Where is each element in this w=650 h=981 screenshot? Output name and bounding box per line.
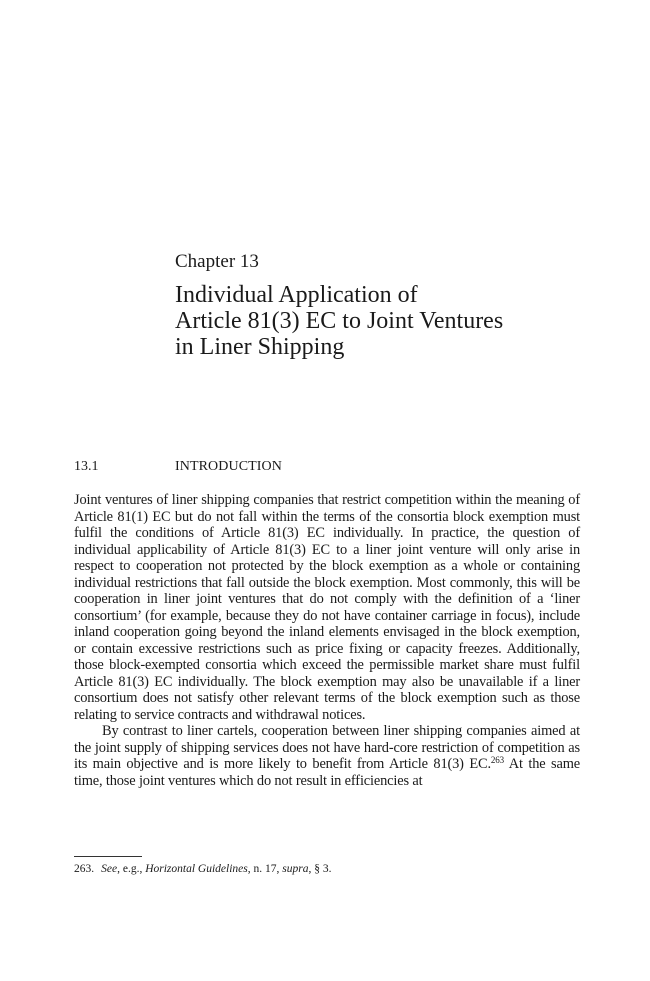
paragraph-2-start: By contrast to liner cartels, cooperation between liner shipping companies aimed at the joint supply of shipping services does not have hard-core restriction of competition as its main objective and is more likely to benefit from Article 81(3) EC. xyxy=(74,723,580,772)
paragraph-2-end: At the same time, those joint ventures which do not result in efficiencies at xyxy=(74,756,580,789)
section-title: INTRODUCTION xyxy=(175,459,282,474)
footnote-number: 263. xyxy=(74,863,95,875)
footnote-text xyxy=(101,863,331,875)
chapter-label: Chapter 13 xyxy=(175,251,259,272)
footnote-see: See xyxy=(101,863,118,875)
footnote-text-3: , § 3. xyxy=(308,863,332,875)
chapter-title-line-2: Article 81(3) EC to Joint Ventures xyxy=(175,308,504,334)
footnote-divider xyxy=(74,856,142,857)
paragraph-2 xyxy=(74,723,580,789)
footnote-text-2: , n. 17, xyxy=(247,863,283,875)
footnote-text-1: , e.g., xyxy=(117,863,146,875)
footnote-reference[interactable]: 263 xyxy=(490,755,504,765)
body-text xyxy=(74,492,580,789)
footnote xyxy=(74,862,331,876)
footnote-supra: supra xyxy=(282,863,309,875)
footnote-source: Horizontal Guidelines xyxy=(145,863,248,875)
chapter-title-line-3: in Liner Shipping xyxy=(175,334,345,360)
chapter-title-line-1: Individual Application of xyxy=(175,282,418,308)
chapter-title xyxy=(175,282,595,360)
section-number: 13.1 xyxy=(74,459,99,474)
paragraph-1: Joint ventures of liner shipping companies that restrict competition within the meaning of Article 81(1) EC but do not fall within the terms of the consortia block exemption must fulfil the conditions of Article 81(3) EC individually. In practice, the question of individual applicability of Article 81(3) EC to a liner joint venture will only arise in respect to cooperation not protected by the block exemption as a whole or containing individual restrictions that fall outside the block exemption. Most commonly, this will be cooperation in liner joint ventures that do not comply with the definition of a ‘liner consortium’ (for example, because they do not have container carriage in focus), include inland cooperation going beyond the inland elements envisaged in the block exemption, or contain excessive restrictions such as price fixing or capacity freezes. Additionally, those block-exempted consortia which exceed the permissible market share must fulfil Article 81(3) EC individually. The block exemption may also be unavailable if a liner consortium does not satisfy other relevant terms of the block exemption such as those relating to service contracts and withdrawal notices. xyxy=(74,492,580,723)
